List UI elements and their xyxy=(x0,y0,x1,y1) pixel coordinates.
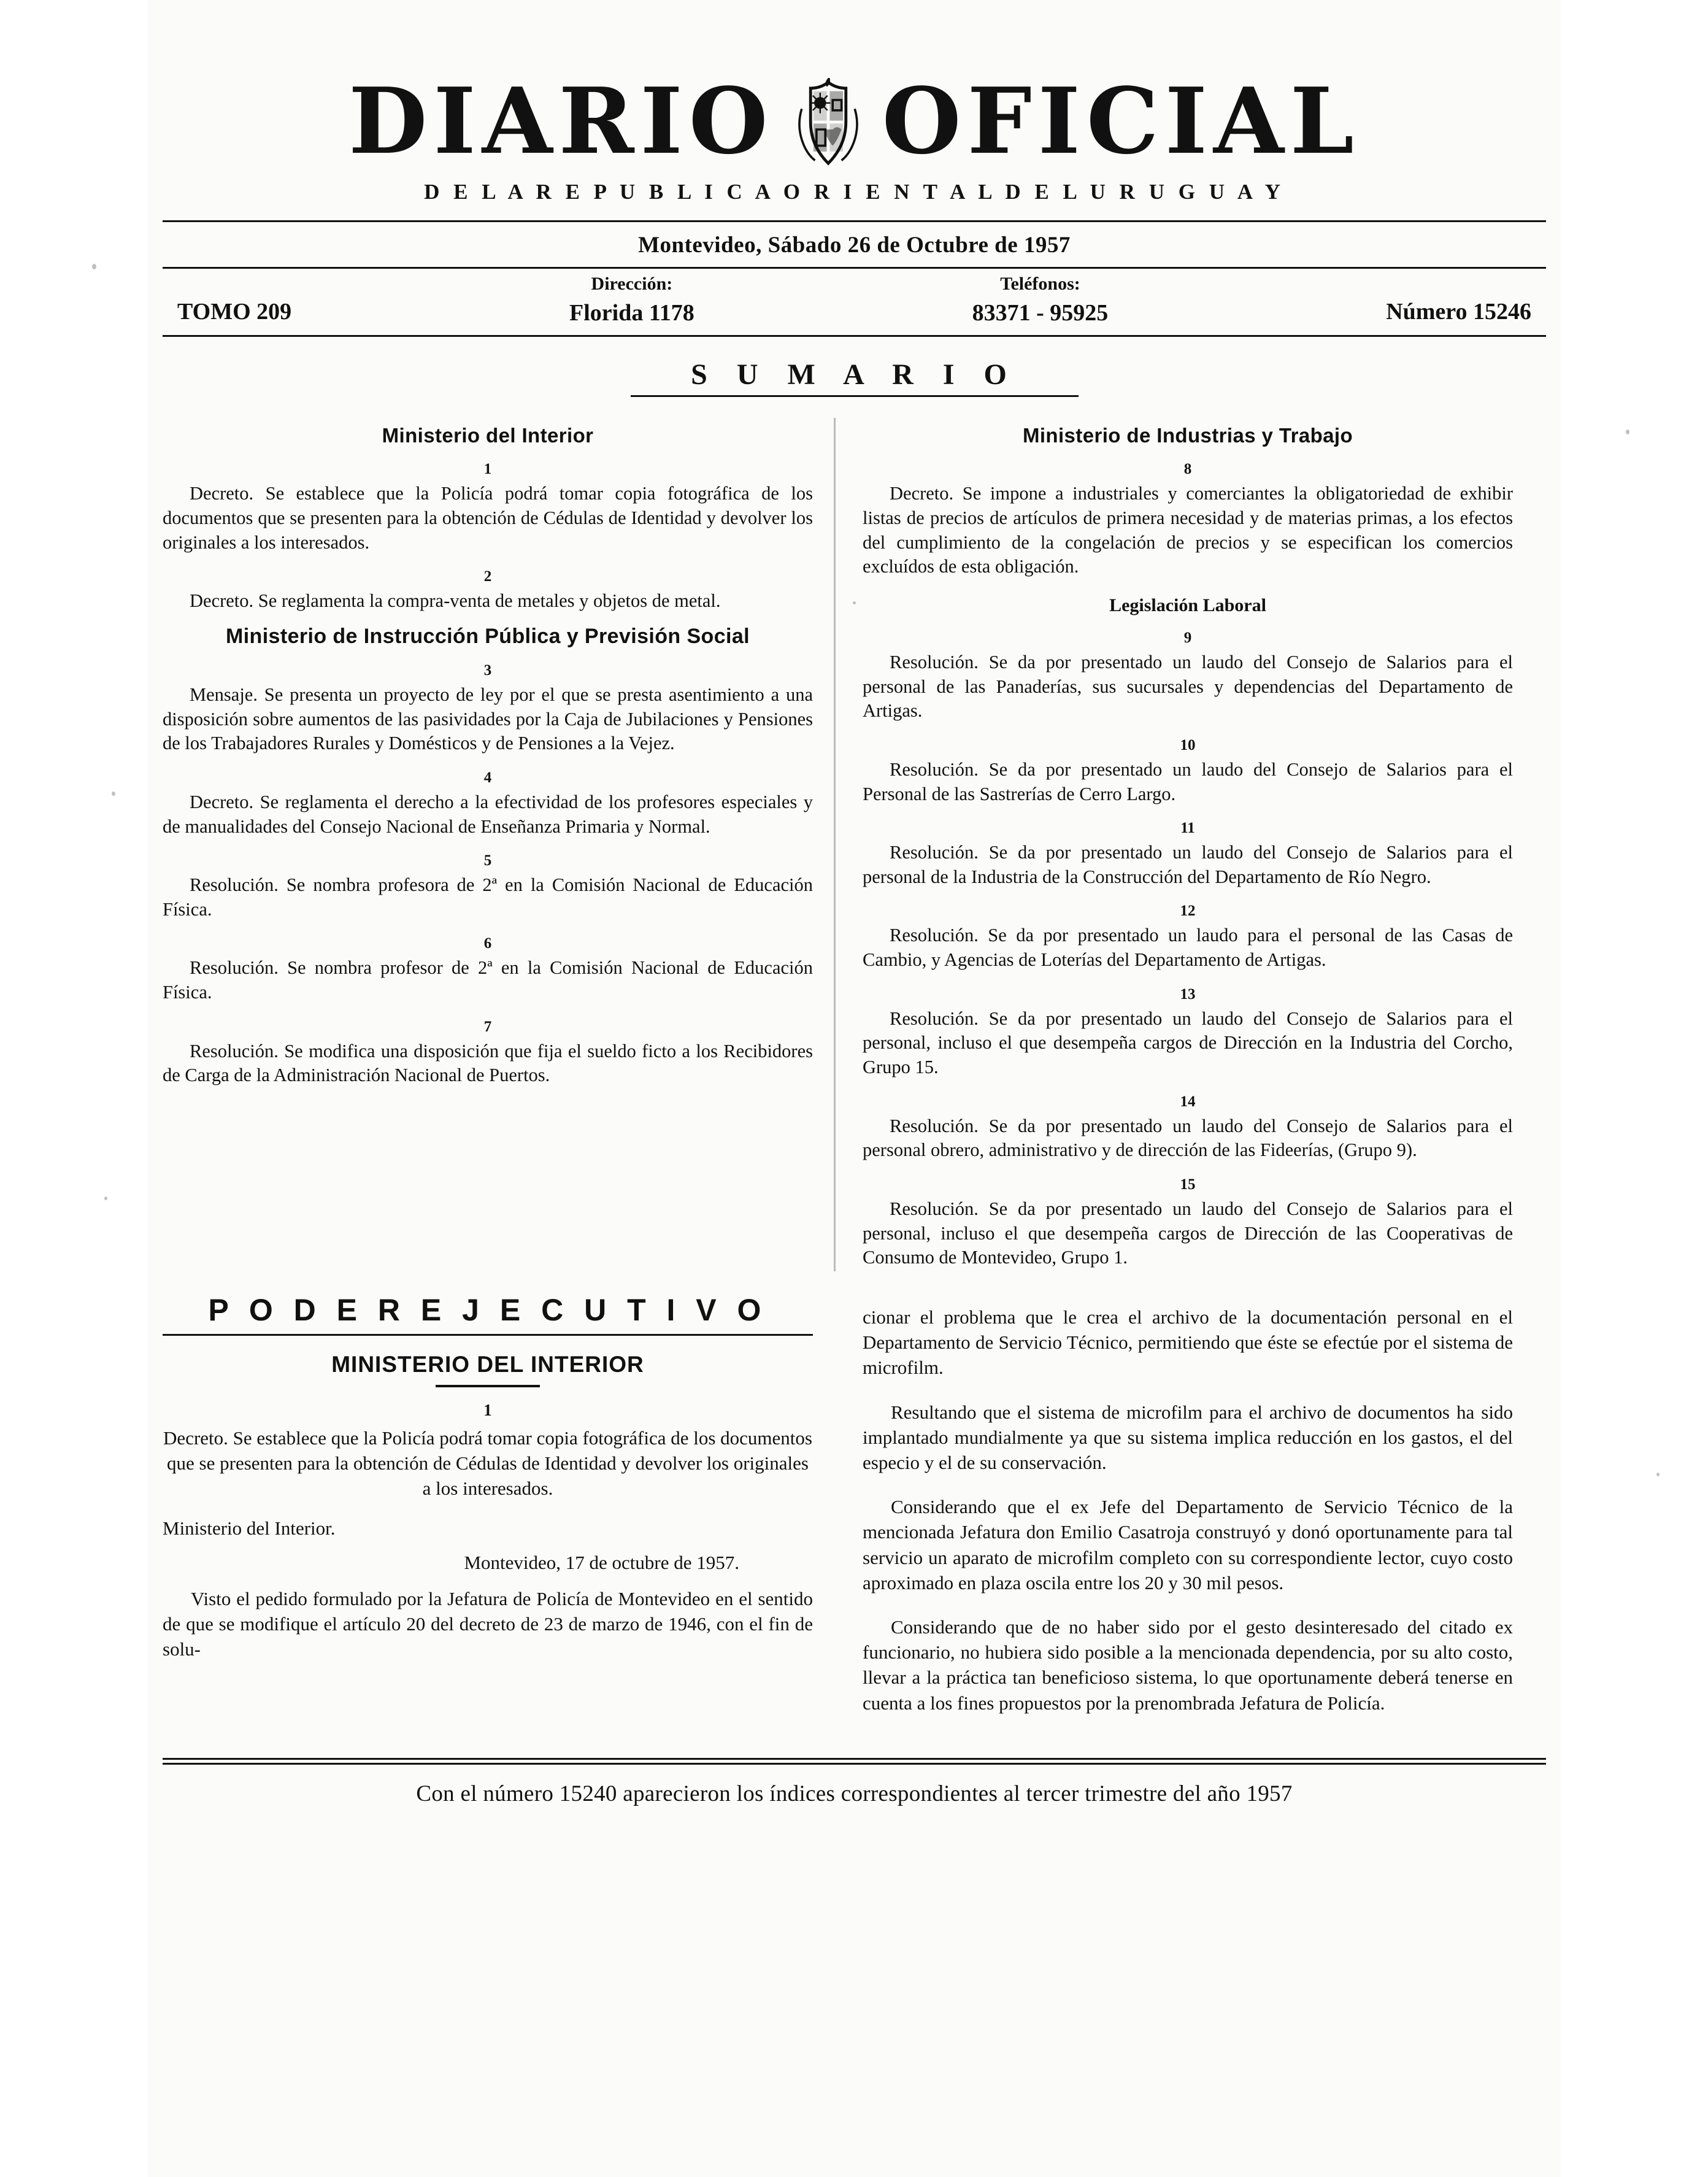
decree-body-paragraph: Considerando que de no haber sido por el gesto desinteresado del citado ex funcionario, no hubiera sido posible a la mencionada dependencia, por su alto costo, llevar a la práctica tan beneficioso sistema, lo que oportunamente deberá tenerse en cuenta a los fines propuestos por la prenombrada Jefatura de Policía. xyxy=(863,1616,1513,1714)
decree-place-date: Montevideo, 17 de octubre de 1957. xyxy=(464,1551,739,1573)
sumario-item-number: 15 xyxy=(1180,1176,1196,1193)
sumario-item-text: Decreto. Se impone a industriales y comerciantes la obligatoriedad de exhibir listas de precios de artículos de primera necesidad y de materias primas, a los efectos del cumplimiento de la congelación de precios y se especifican los comercios excluídos de esta obligación. xyxy=(863,483,1513,577)
address-value: Florida 1178 xyxy=(569,300,694,326)
sumario-item-text: Resolución. Se da por presentado un laudo del Consejo de Salarios para el Personal de las Sastrerías de Cerro Largo. xyxy=(863,758,1513,804)
sumario-title: S U M A R I O xyxy=(691,358,1018,391)
sumario-item-text: Resolución. Se da por presentado un laudo del Consejo de Salarios para el personal de la Industria de la Construcción del Departamento de Río Negro. xyxy=(863,842,1513,887)
decree-number: 1 xyxy=(483,1400,492,1419)
issue-info-bar xyxy=(163,269,1546,335)
sumario-header xyxy=(163,358,1546,397)
poder-ejecutivo-title: P O D E R E J E C U T I V O xyxy=(208,1292,767,1327)
sumario-item-number: 3 xyxy=(483,661,492,679)
sumario-item-text: Mensaje. Se presenta un proyecto de ley por el que se presta asentimiento a una disposición sobre aumentos de las pasividades por la Caja de Jubilaciones y Pensiones de los Trabajadores Rurales y Domésticos y de Pensiones a la Vejez. xyxy=(163,684,813,754)
decree-origin: Ministerio del Interior. xyxy=(163,1517,336,1539)
sumario-item-number: 9 xyxy=(1183,629,1192,646)
sumario-item-number: 4 xyxy=(483,769,492,786)
sumario-subhead-legislacion: Legislación Laboral xyxy=(1109,595,1266,615)
sumario-item-number: 5 xyxy=(483,852,492,869)
sumario-item-text: Resolución. Se da por presentado un laudo para el personal de las Casas de Cambio, y Agencias de Loterías del Departamento de Artigas. xyxy=(863,925,1513,971)
poder-ejecutivo-underline xyxy=(163,1334,813,1336)
sumario-item-text: Resolución. Se da por presentado un laudo del Consejo de Salarios para el personal, incluso el que desempeña cargos de Dirección de las Cooperativas de Consumo de Montevideo, Grupo 1. xyxy=(863,1198,1513,1268)
page-margin-right xyxy=(1561,0,1708,2177)
sumario-item-text: Decreto. Se establece que la Policía podrá tomar copia fotográfica de los documentos que se presenten para la obtención de Cédulas de Identidad y devolver los originales a los interesados. xyxy=(163,483,813,553)
issue-phones xyxy=(972,274,1109,326)
sumario-item-number: 6 xyxy=(483,935,492,952)
address-label: Dirección: xyxy=(591,274,673,295)
issue-address xyxy=(569,274,694,326)
sumario-column-right xyxy=(836,413,1513,1271)
sumario-item-number: 8 xyxy=(1183,461,1192,478)
sumario-ministry-instruccion: Ministerio de Instrucción Pública y Previsión Social xyxy=(225,624,750,648)
sumario-item-number: 12 xyxy=(1180,903,1196,920)
sumario-item-number: 7 xyxy=(483,1018,492,1035)
page-margin-left xyxy=(0,0,147,2177)
issue-date: Montevideo, Sábado 26 de Octubre de 1957 xyxy=(638,233,1071,258)
pe-ministry-rule xyxy=(436,1385,540,1387)
masthead-word-oficial: OFICIAL xyxy=(882,67,1360,174)
masthead xyxy=(163,67,1546,204)
decree-summary: Decreto. Se establece que la Policía podrá tomar copia fotográfica de los documentos que se presenten para la obtención de Cédulas de Identidad y devolver los originales a los interesados. xyxy=(163,1427,812,1499)
coat-of-arms-icon xyxy=(791,78,865,170)
sumario-item-number: 10 xyxy=(1180,736,1196,753)
poder-ejecutivo-section xyxy=(163,1292,1546,1735)
footer-note: Con el número 15240 aparecieron los índices correspondientes al tercer trimestre del año 1957 xyxy=(416,1781,1293,1806)
phones-label: Teléfonos: xyxy=(1000,274,1080,295)
sumario-item-number: 1 xyxy=(483,461,492,478)
sumario-column-left xyxy=(163,413,834,1271)
sumario-item-text: Resolución. Se da por presentado un laudo del Consejo de Salarios para el personal, incluso el que desempeña cargos de Dirección en la Industria del Corcho, Grupo 15. xyxy=(863,1008,1513,1077)
decree-body-paragraph: cionar el problema que le crea el archivo de la documentación personal en el Departamento de Servicio Técnico, permitiendo que éste se efectúe por el sistema de microfilm. xyxy=(863,1306,1513,1379)
sumario-item-text: Decreto. Se reglamenta el derecho a la efectividad de los profesores especiales y de manualidades del Consejo Nacional de Enseñanza Primaria y Normal. xyxy=(163,791,813,837)
sumario-ministry-industrias: Ministerio de Industrias y Trabajo xyxy=(1022,424,1353,447)
sumario-item-text: Decreto. Se reglamenta la compra-venta de metales y objetos de metal. xyxy=(190,590,721,612)
issue-tomo: TOMO 209 xyxy=(177,299,292,325)
sumario-item-text: Resolución. Se nombra profesora de 2ª en la Comisión Nacional de Educación Física. xyxy=(163,874,813,920)
sumario-item-number: 13 xyxy=(1180,985,1196,1003)
sumario-item-number: 11 xyxy=(1180,820,1195,837)
sumario-item-text: Resolución. Se da por presentado un laudo del Consejo de Salarios para el personal de las Panaderías, sus sucursales y dependencias del Departamento de Artigas. xyxy=(863,651,1513,722)
phones-value: 83371 - 95925 xyxy=(972,300,1109,326)
masthead-title xyxy=(163,67,1546,174)
masthead-word-diario: DIARIO xyxy=(348,67,774,174)
pe-ministry-title: MINISTERIO DEL INTERIOR xyxy=(331,1351,644,1377)
sumario-columns xyxy=(163,413,1546,1271)
pe-column-right xyxy=(836,1292,1513,1735)
sumario-underline xyxy=(631,395,1079,397)
pe-column-left xyxy=(163,1292,834,1735)
issue-number: Número 15246 xyxy=(1386,299,1531,325)
footer-divider-top xyxy=(163,1758,1546,1760)
decree-body-paragraph: Visto el pedido formulado por la Jefatura de Policía de Montevideo en el sentido de que se modifique el artículo 20 del decreto de 23 de marzo de 1946, con el fin de solu- xyxy=(163,1587,813,1660)
decree-body-paragraph: Resultando que el sistema de microfilm para el archivo de documentos ha sido implantado mundialmente ya que su sistema implica reducción en los gastos, el del especio y el de su conservación. xyxy=(863,1401,1513,1473)
sumario-item-number: 2 xyxy=(483,568,492,585)
sumario-item-number: 14 xyxy=(1180,1093,1196,1110)
sumario-item-text: Resolución. Se da por presentado un laudo del Consejo de Salarios para el personal obrero, administrativo y de dirección de las Fideerías, (Grupo 9). xyxy=(863,1115,1513,1161)
masthead-subtitle: D E L A R E P U B L I C A O R I E N T A L D E L U R U G U A Y xyxy=(424,180,1285,204)
sumario-ministry-interior: Ministerio del Interior xyxy=(382,424,594,447)
decree-body-paragraph: Considerando que el ex Jefe del Departamento de Servicio Técnico de la mencionada Jefatura don Emilio Casatroja construyó y donó oportunamente para tal servicio un aparato de microfilm completo con su correspondiente lector, cuyo costo aproximado en plaza oscila entre los 20 y 30 mil pesos. xyxy=(863,1496,1513,1593)
divider-info xyxy=(163,335,1546,337)
sumario-item-text: Resolución. Se nombra profesor de 2ª en la Comisión Nacional de Educación Física. xyxy=(163,957,813,1003)
sumario-item-text: Resolución. Se modifica una disposición que fija el sueldo ficto a los Recibidores de Carga de la Administración Nacional de Puertos. xyxy=(163,1040,813,1086)
page-content xyxy=(163,67,1546,1807)
